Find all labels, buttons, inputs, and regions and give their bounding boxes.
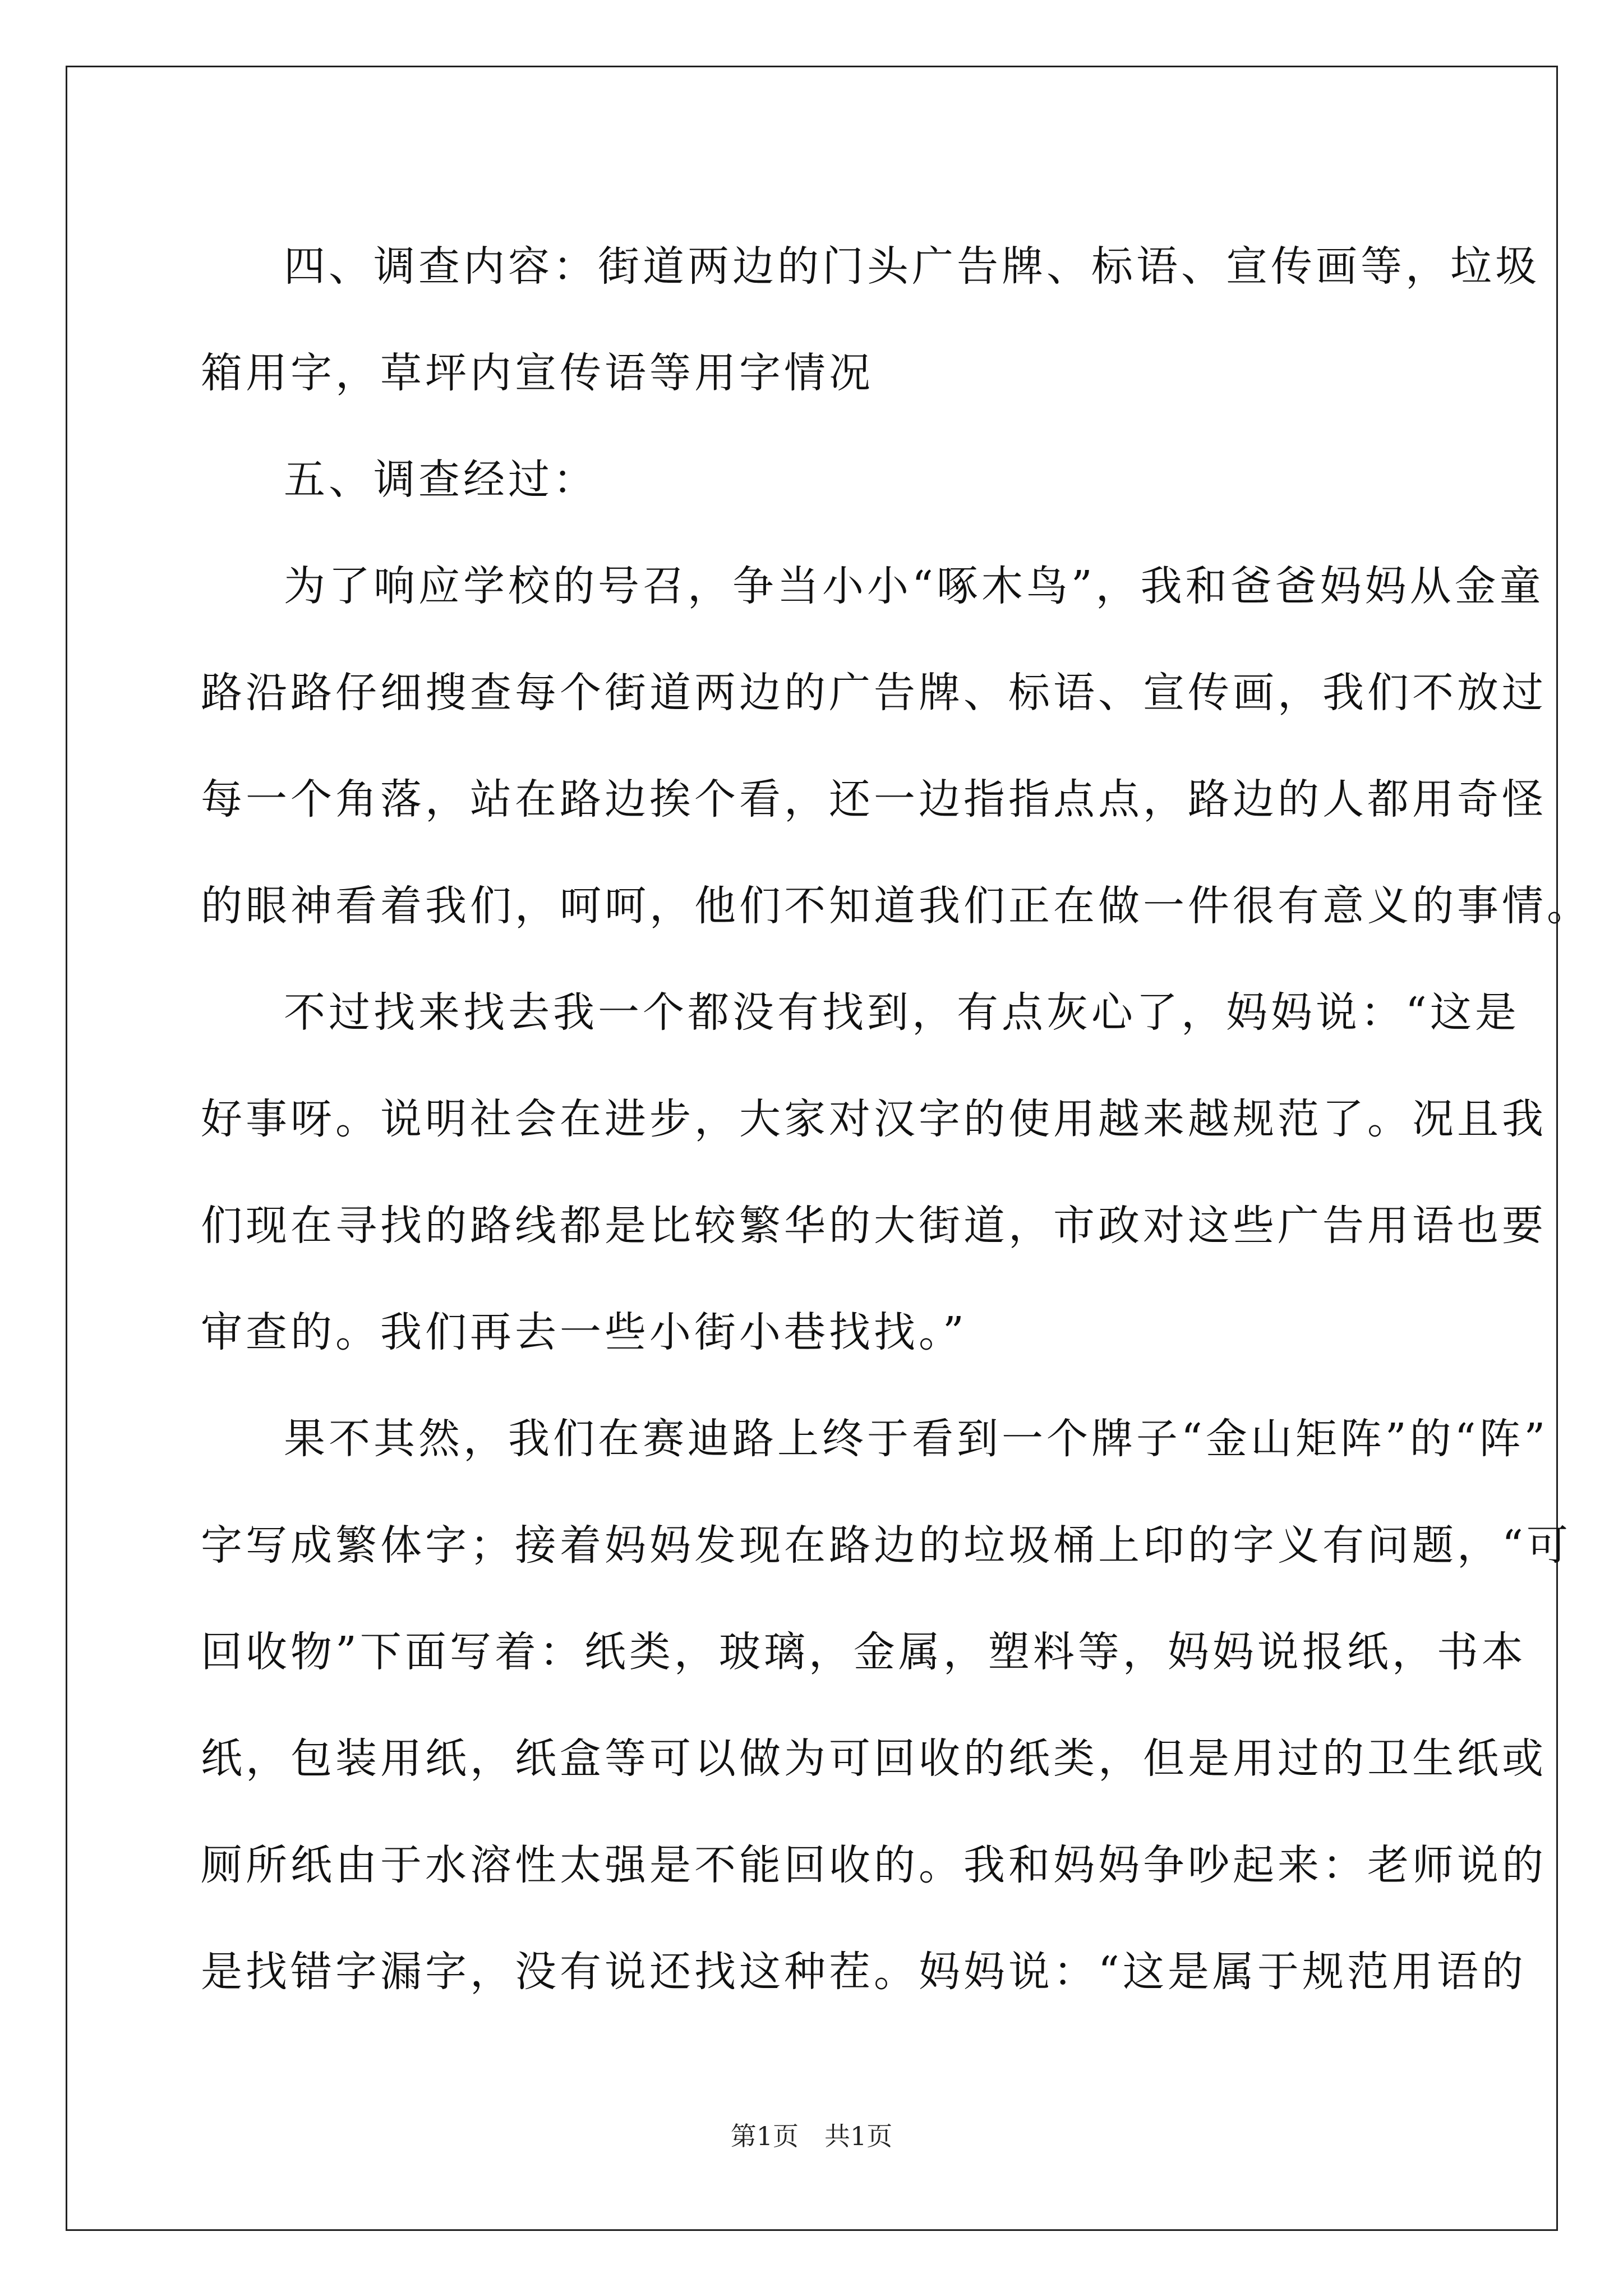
- text-line: 不过找来找去我一个都没有找到，有点灰心了，妈妈说：“这是: [284, 988, 1520, 1037]
- text-line: 箱用字，草坪内宣传语等用字情况: [201, 349, 874, 397]
- paragraph: [201, 426, 1435, 533]
- text-line: 的眼神看着我们，呵呵，他们不知道我们正在做一件很有意义的事情。: [201, 882, 1592, 930]
- paragraph: [201, 213, 1540, 426]
- text-line: 们现在寻找的路线都是比较繁华的大街道，市政对这些广告用语也要: [201, 1202, 1547, 1250]
- text-line: 为了响应学校的号召，争当小小“啄木鸟”，我和爸爸妈妈从金童: [284, 562, 1544, 610]
- text-line: 路沿路仔细搜查每个街道两边的广告牌、标语、宣传画，我们不放过: [201, 669, 1547, 717]
- page-number: 第1页 共1页: [730, 2121, 893, 2151]
- text-line: 果不其然，我们在赛迪路上终于看到一个牌子“金山矩阵”的“阵”: [284, 1415, 1549, 1463]
- page-footer: [0, 2116, 1623, 2153]
- text-line: 回收物”下面写着：纸类，玻璃，金属，塑料等，妈妈说报纸，书本: [201, 1628, 1527, 1676]
- text-line: 每一个角落，站在路边挨个看，还一边指指点点，路边的人都用奇怪: [201, 775, 1547, 823]
- document-body: [201, 213, 1592, 2025]
- text-line: 四、调查内容：街道两边的门头广告牌、标语、宣传画等，垃圾: [284, 242, 1540, 291]
- text-line: 五、调查经过：: [284, 455, 598, 504]
- paragraph: [201, 533, 1592, 959]
- text-line: 好事呀。说明社会在进步，大家对汉字的使用越来越规范了。况且我: [201, 1095, 1547, 1143]
- text-line: 字写成繁体字；接着妈妈发现在路边的垃圾桶上印的字义有问题，“可: [201, 1521, 1571, 1570]
- paragraph: [201, 1386, 1571, 2025]
- text-line: 纸，包装用纸，纸盒等可以做为可回收的纸类，但是用过的卫生纸或: [201, 1734, 1547, 1783]
- paragraph: [201, 959, 1547, 1386]
- text-line: 审查的。我们再去一些小街小巷找找。”: [201, 1308, 967, 1356]
- text-line: 厕所纸由于水溶性太强是不能回收的。我和妈妈争吵起来：老师说的: [201, 1841, 1547, 1889]
- text-line: 是找错字漏字，没有说还找这种茬。妈妈说：“这是属于规范用语的: [201, 1948, 1527, 1996]
